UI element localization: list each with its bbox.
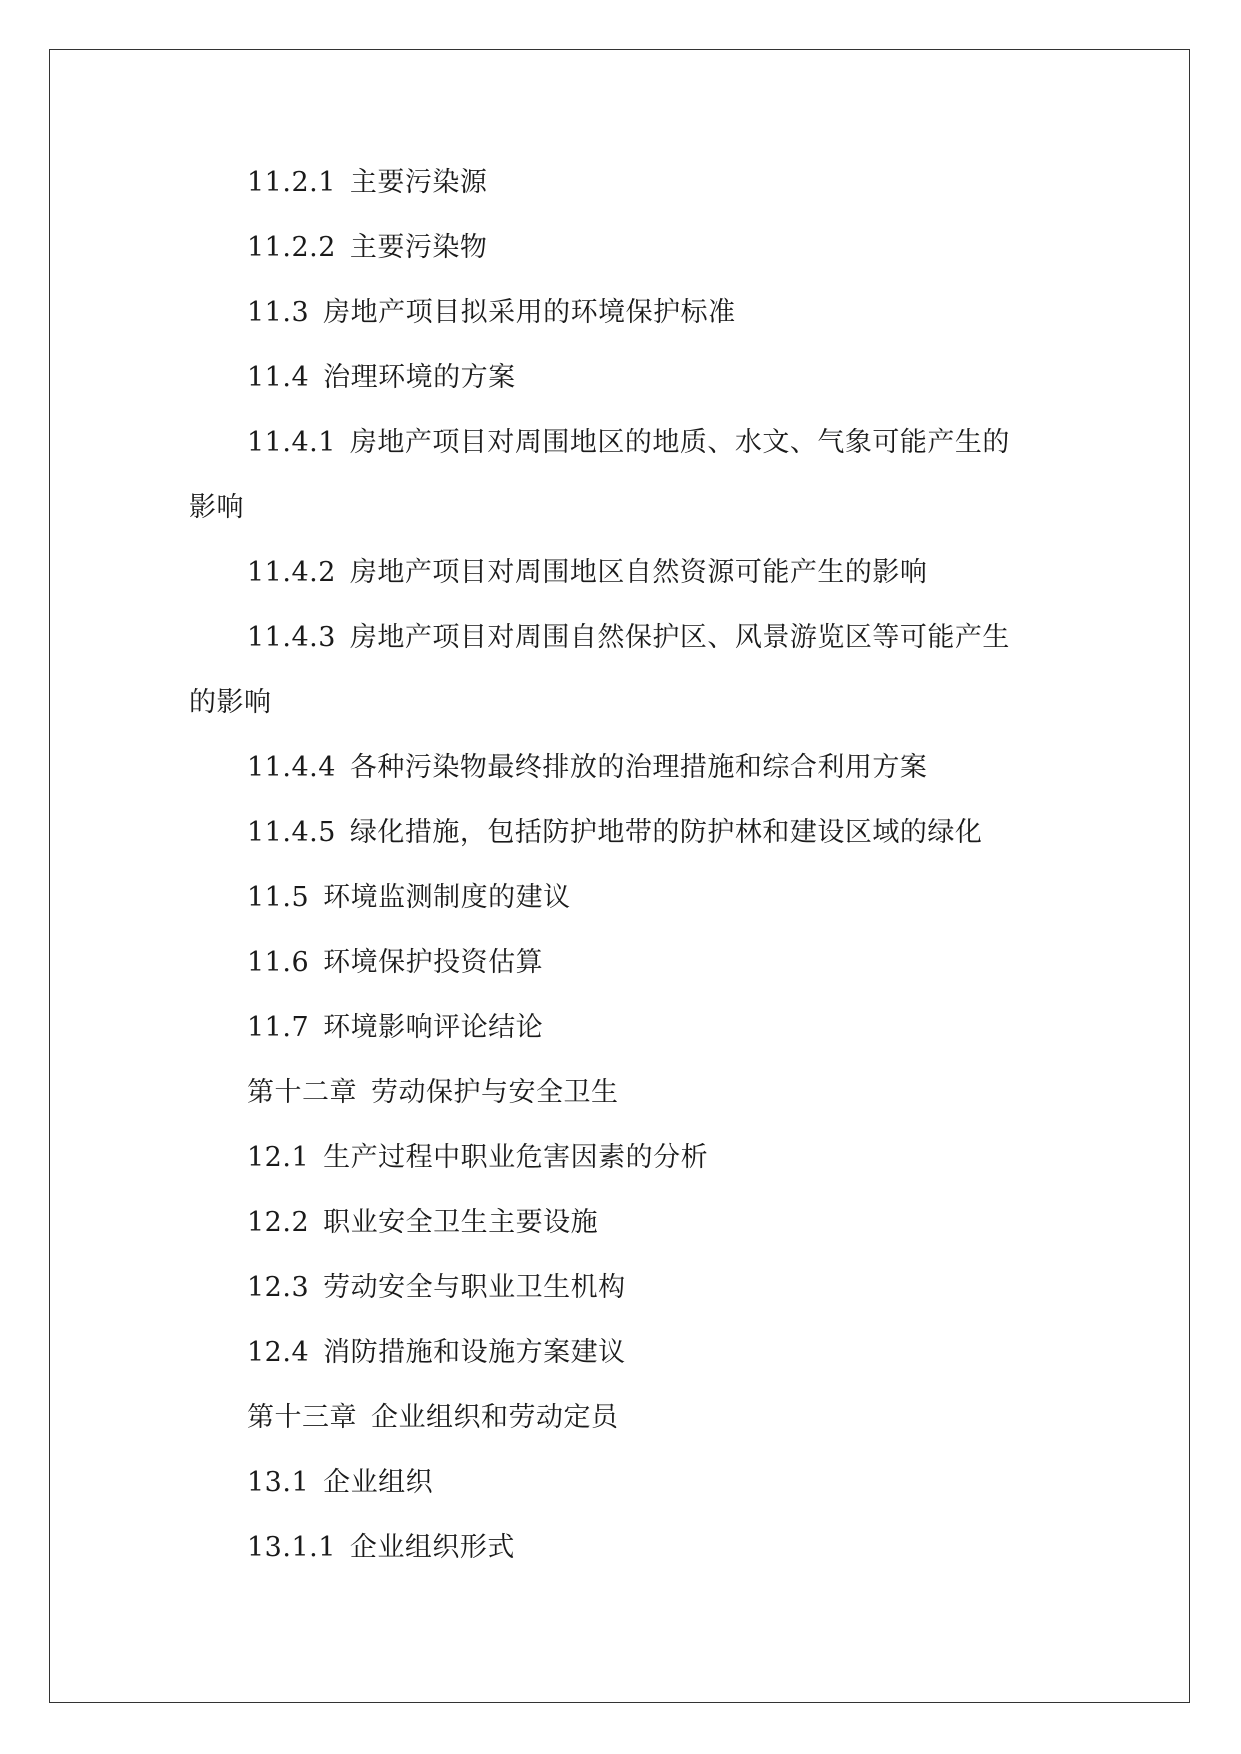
toc-line-continuation [189,670,1059,735]
section-number: 11.4.4 [247,752,336,783]
section-title: 房地产项目对周围自然保护区、风景游览区等可能产生 [349,622,1010,653]
section-number: 13.1.1 [247,1532,336,1563]
toc-line [189,215,1059,280]
section-number: 11.2.1 [247,167,336,198]
toc-line [189,1125,1059,1190]
chapter-heading [189,1385,1059,1450]
chapter-number: 第十三章 [247,1402,357,1433]
section-number: 11.4.1 [247,427,336,458]
chapter-heading [189,1060,1059,1125]
section-title: 消防措施和设施方案建议 [323,1337,626,1368]
section-title: 房地产项目对周围地区的地质、水文、气象可能产生的 [349,427,1010,458]
toc-line [189,800,1059,865]
section-title: 主要污染物 [349,232,488,263]
toc-line [189,865,1059,930]
section-number: 13.1 [247,1467,310,1498]
section-number: 11.2.2 [247,232,336,263]
chapter-number: 第十二章 [247,1077,357,1108]
section-title: 的影响 [189,687,272,718]
section-title: 主要污染源 [349,167,488,198]
section-title: 职业安全卫生主要设施 [323,1207,599,1238]
toc-line [189,540,1059,605]
section-number: 12.1 [247,1142,310,1173]
section-title: 环境监测制度的建议 [323,882,571,913]
toc-line [189,995,1059,1060]
toc-line [189,605,1059,670]
toc-line [189,1320,1059,1385]
toc-line [189,930,1059,995]
section-number: 11.4 [247,362,310,393]
section-title: 各种污染物最终排放的治理措施和综合利用方案 [349,752,928,783]
toc-line [189,150,1059,215]
section-number: 11.5 [247,882,310,913]
toc-line [189,280,1059,345]
section-title: 生产过程中职业危害因素的分析 [323,1142,709,1173]
section-title: 劳动安全与职业卫生机构 [323,1272,626,1303]
section-title: 企业组织形式 [349,1532,515,1563]
toc-line [189,1190,1059,1255]
section-title: 影响 [189,492,244,523]
section-number: 11.4.3 [247,622,336,653]
toc-line [189,345,1059,410]
toc-line [189,735,1059,800]
section-title: 房地产项目拟采用的环境保护标准 [323,297,736,328]
chapter-title: 劳动保护与安全卫生 [371,1077,619,1108]
chapter-title: 企业组织和劳动定员 [371,1402,619,1433]
section-title: 企业组织 [323,1467,434,1498]
toc-line [189,1255,1059,1320]
section-title: 房地产项目对周围地区自然资源可能产生的影响 [349,557,928,588]
section-number: 11.3 [247,297,310,328]
section-number: 12.2 [247,1207,310,1238]
toc-line-continuation [189,475,1059,540]
section-number: 11.4.5 [247,817,336,848]
section-title: 环境保护投资估算 [323,947,544,978]
section-number: 11.6 [247,947,310,978]
toc-line [189,1515,1059,1580]
toc-line [189,410,1059,475]
section-number: 11.7 [247,1012,310,1043]
section-title: 绿化措施，包括防护地带的防护林和建设区域的绿化 [349,817,983,848]
table-of-contents [189,150,1059,1580]
section-title: 环境影响评论结论 [323,1012,544,1043]
section-title: 治理环境的方案 [323,362,516,393]
toc-line [189,1450,1059,1515]
section-number: 12.4 [247,1337,310,1368]
section-number: 12.3 [247,1272,310,1303]
section-number: 11.4.2 [247,557,336,588]
